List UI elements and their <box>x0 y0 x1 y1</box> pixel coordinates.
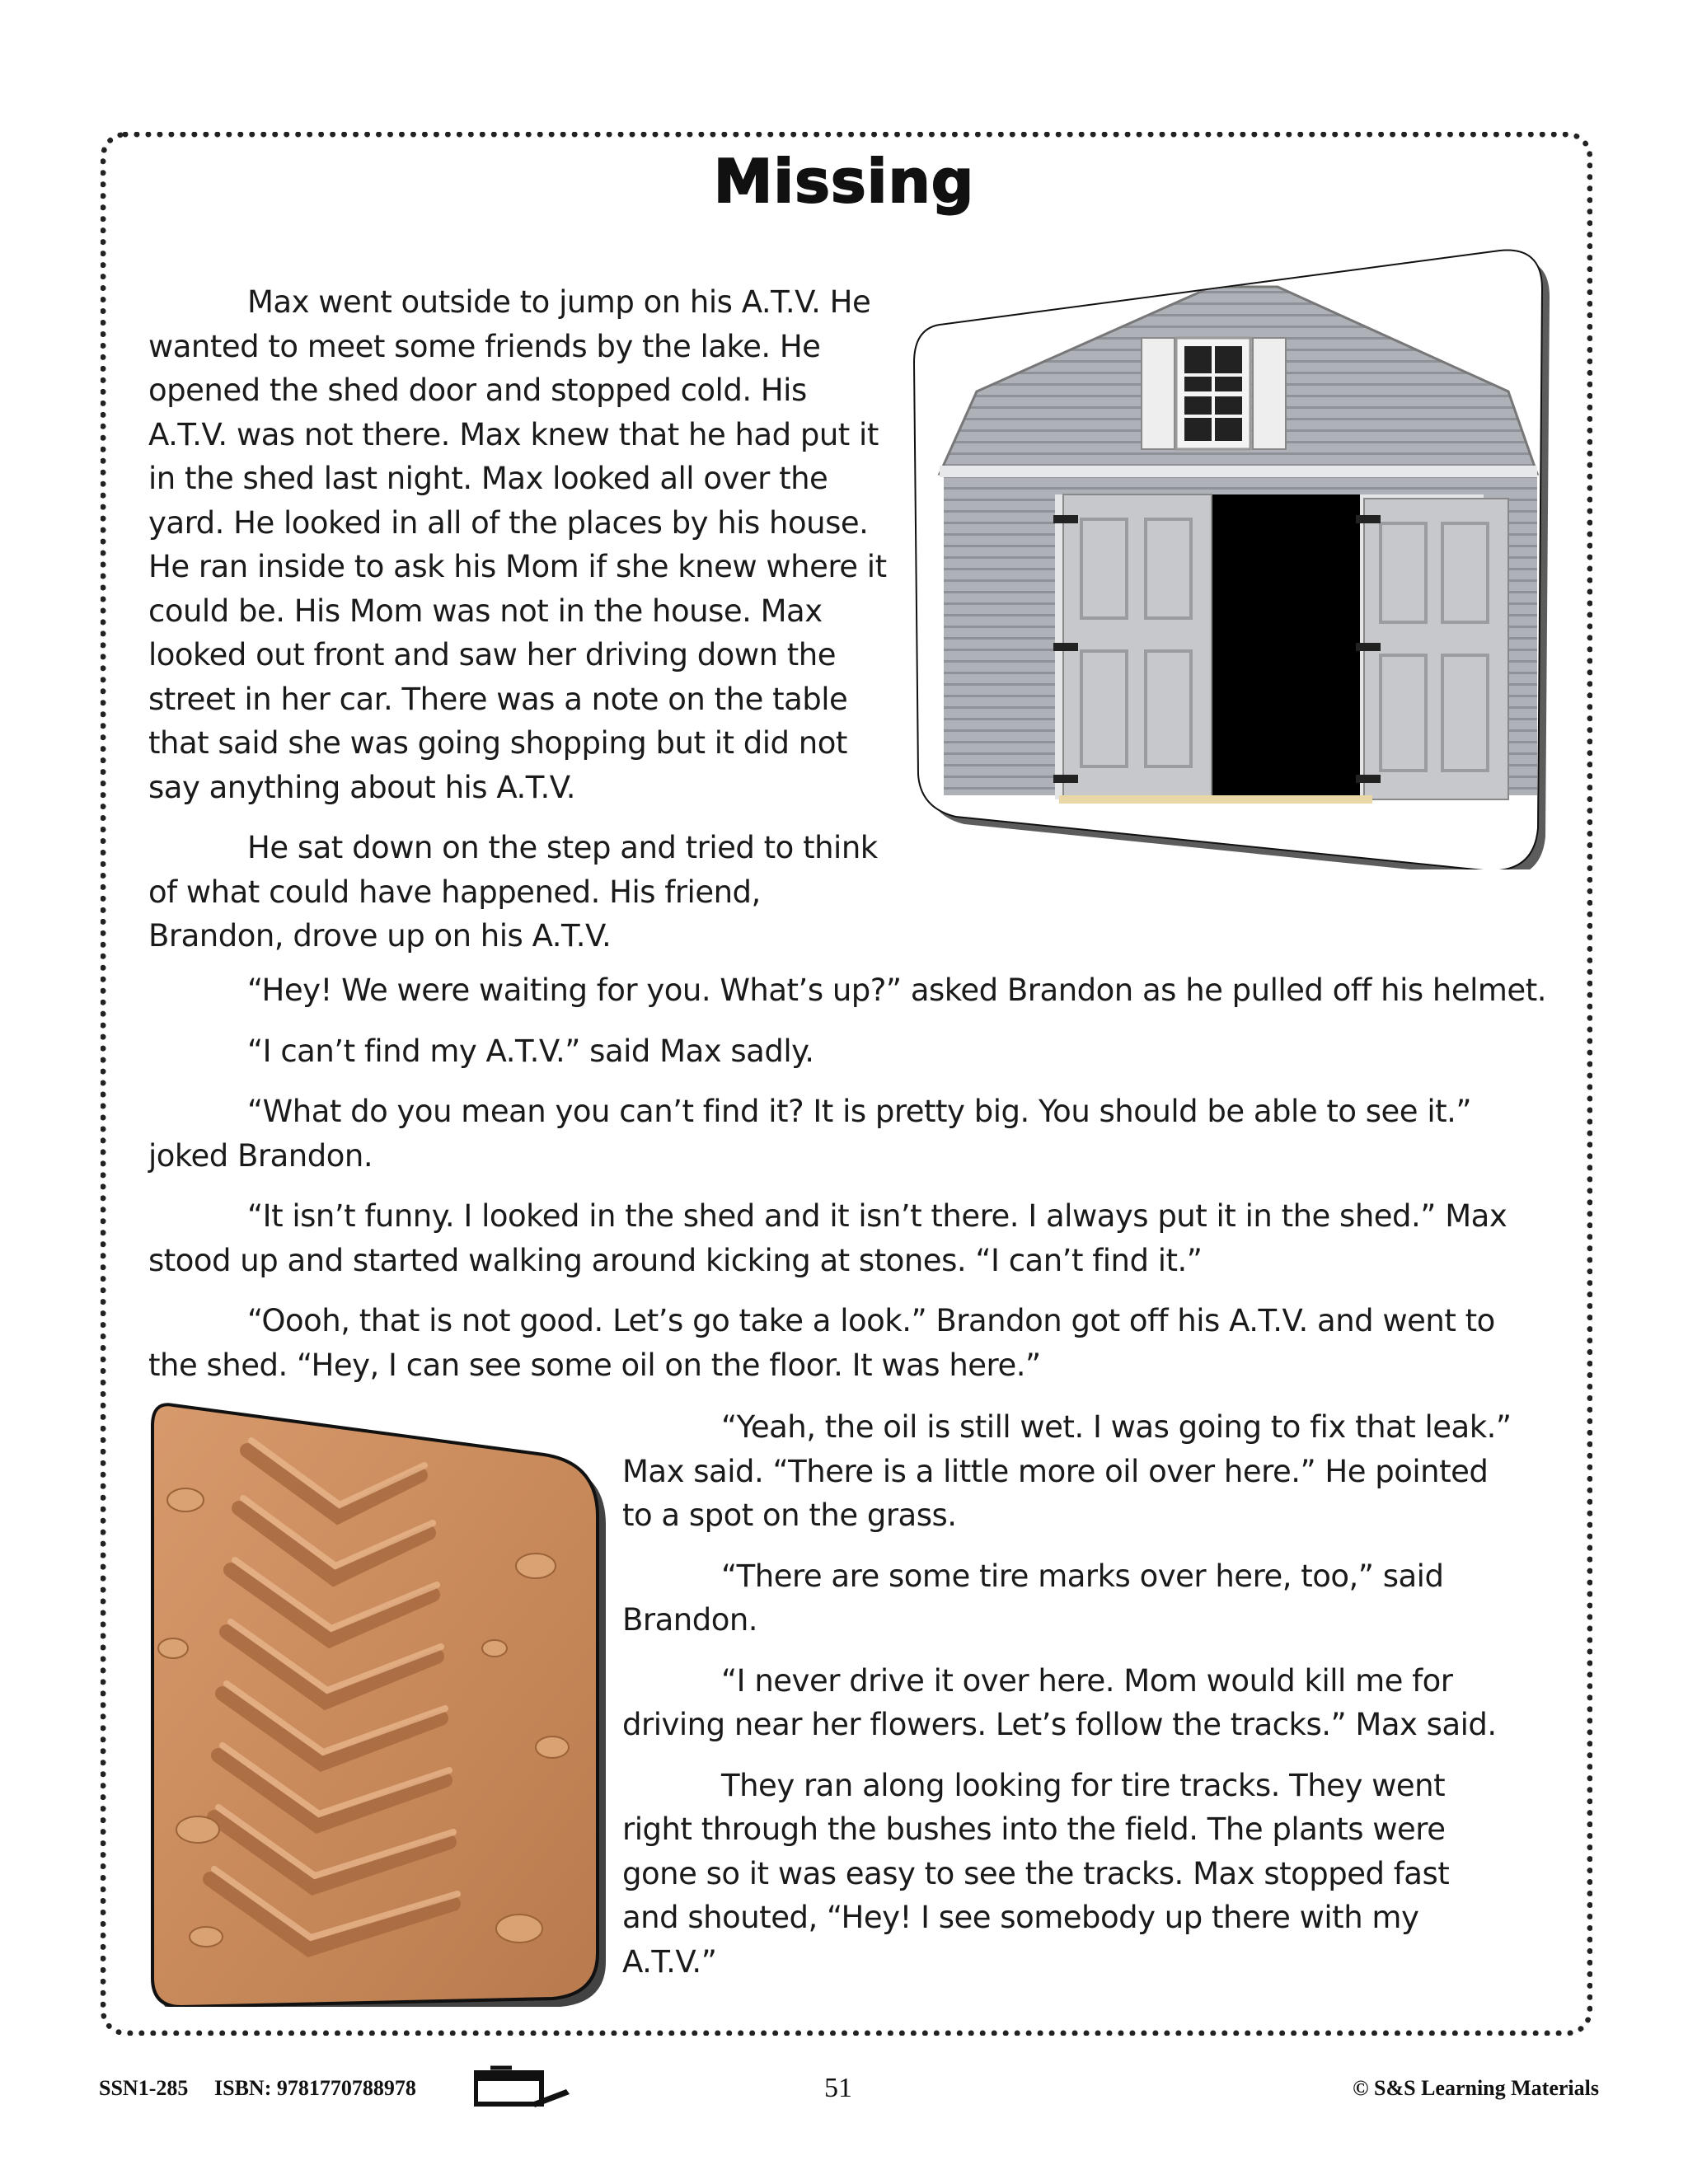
tire-tracks-photo <box>148 1401 606 2007</box>
story-block-top <box>148 280 894 958</box>
pencil-paper-icon <box>474 2064 573 2107</box>
paragraph: “What do you mean you can’t find it? It is pretty big. You should be able to see it.” joked Brandon. <box>148 1094 1472 1174</box>
paragraph: He sat down on the step and tried to think of what could have happened. His friend, Brandon, drove up on his A.T.V. <box>148 830 878 954</box>
story-block-middle <box>148 968 1550 1387</box>
story-block-bottom <box>622 1405 1512 1984</box>
paragraph: “It isn’t funny. I looked in the shed and it isn’t there. I always put it in the shed.” Max stood up and started walking around kicking at stones. “I can’t find it.” <box>148 1198 1507 1278</box>
footer <box>99 2064 1599 2114</box>
paragraph: They ran along looking for tire tracks. They went right through the bushes into the field. The plants were gone so it was easy to see the tracks. Max stopped fast and shouted, “Hey! I see somebody up there with my A.T.V.” <box>622 1767 1450 1980</box>
paragraph: “Yeah, the oil is still wet. I was going to fix that leak.” Max said. “There is a little more oil over here.” He pointed to a spot on the grass. <box>622 1409 1512 1533</box>
paragraph: “There are some tire marks over here, too,” said Brandon. <box>622 1558 1444 1638</box>
isbn: ISBN: 9781770788978 <box>214 2076 416 2100</box>
product-code: SSN1-285 <box>99 2076 189 2100</box>
paragraph: “Hey! We were waiting for you. What’s up?” asked Brandon as he pulled off his helmet. <box>247 972 1546 1008</box>
page-number: 51 <box>824 2073 852 2103</box>
shed-photo <box>907 247 1550 869</box>
paragraph: Max went outside to jump on his A.T.V. He wanted to meet some friends by the lake. He opened the shed door and stopped cold. His A.T.V. was not there. Max knew that he had put it in the shed last night. Max looked all over the yard. He looked in all of the places by his house. He ran inside to ask his Mom if she knew where it could be. His Mom was not in the house. Max looked out front and saw her driving down the street in her car. There was a note on the table that said she was going shopping but it did not say anything about his A.T.V. <box>148 284 887 805</box>
page-title: Missing <box>713 147 975 216</box>
paragraph: “I can’t find my A.T.V.” said Max sadly. <box>247 1033 814 1069</box>
copyright: © S&S Learning Materials <box>1353 2076 1599 2100</box>
paragraph: “I never drive it over here. Mom would kill me for driving near her flowers. Let’s follow the tracks.” Max said. <box>622 1662 1497 1742</box>
paragraph: “Oooh, that is not good. Let’s go take a look.” Brandon got off his A.T.V. and went to the shed. “Hey, I can see some oil on the floor. It was here.” <box>148 1303 1495 1383</box>
